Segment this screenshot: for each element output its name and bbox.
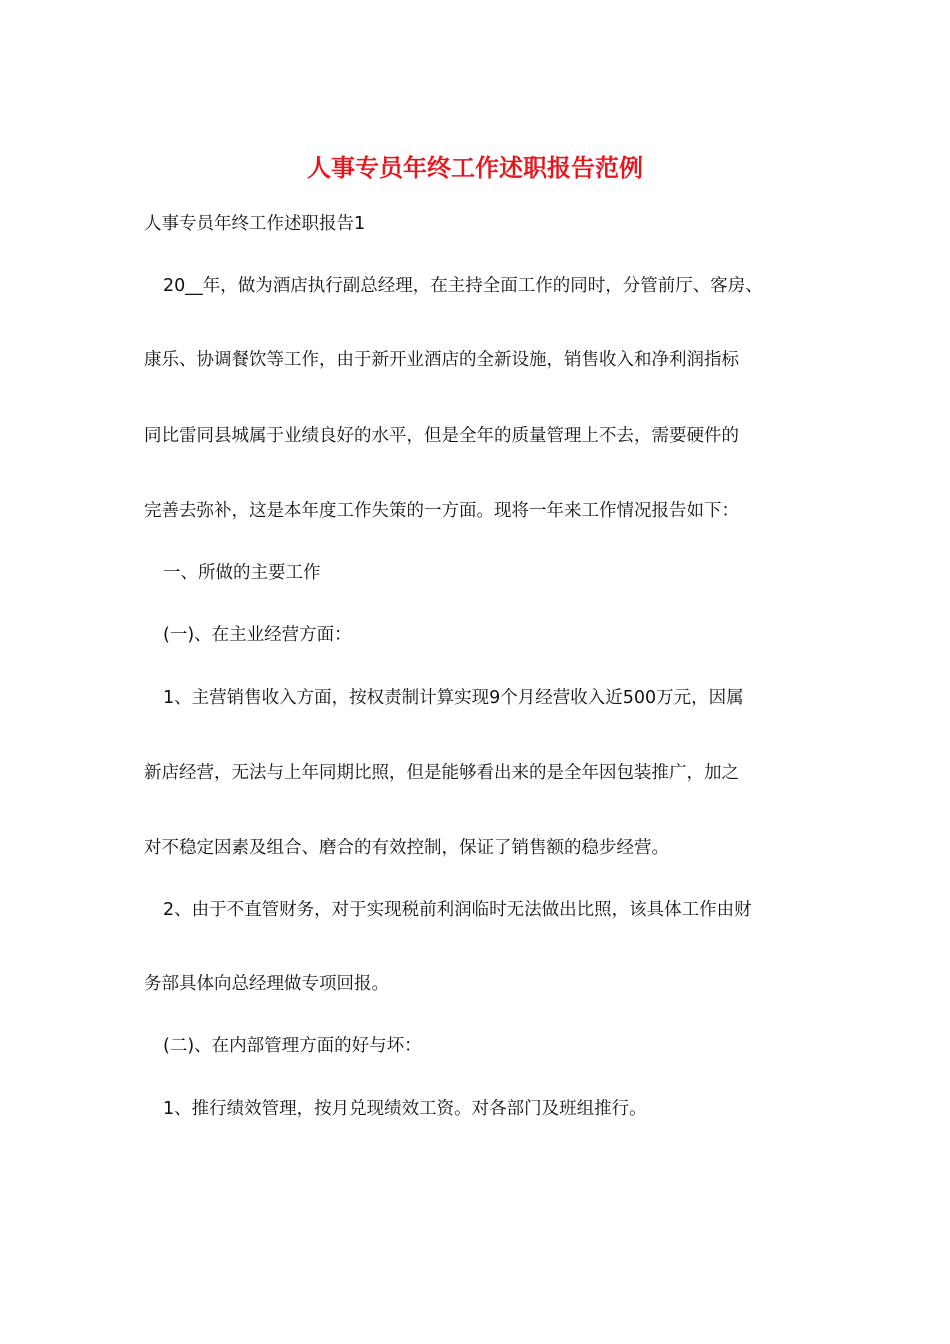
paragraph-line: 1、主营销售收入方面，按权责制计算实现9个月经营收入近500万元，因属 — [163, 688, 744, 708]
paragraph-line: 20__年，做为酒店执行副总经理，在主持全面工作的同时，分管前厅、客房、 — [163, 276, 763, 296]
subsection-heading: (二)、在内部管理方面的好与坏： — [163, 1036, 422, 1056]
paragraph-line: 2、由于不直管财务，对于实现税前利润临时无法做出比照，该具体工作由财 — [163, 900, 752, 920]
section-heading: 一、所做的主要工作 — [163, 563, 321, 583]
paragraph-line: 同比雷同县城属于业绩良好的水平，但是全年的质量管理上不去，需要硬件的 — [144, 426, 739, 446]
subsection-heading: (一)、在主业经营方面： — [163, 625, 352, 645]
paragraph-line: 1、推行绩效管理，按月兑现绩效工资。对各部门及班组推行。 — [163, 1099, 647, 1119]
paragraph-line: 新店经营，无法与上年同期比照，但是能够看出来的是全年因包装推广，加之 — [144, 763, 739, 783]
paragraph-line: 对不稳定因素及组合、磨合的有效控制，保证了销售额的稳步经营。 — [144, 838, 669, 858]
document-title: 人事专员年终工作述职报告范例 — [307, 153, 643, 182]
paragraph-line: 完善去弥补，这是本年度工作失策的一方面。现将一年来工作情况报告如下： — [144, 501, 739, 521]
paragraph-line: 务部具体向总经理做专项回报。 — [144, 974, 389, 994]
paragraph-line: 康乐、协调餐饮等工作，由于新开业酒店的全新设施，销售收入和净利润指标 — [144, 350, 739, 370]
report-subtitle: 人事专员年终工作述职报告1 — [144, 214, 366, 234]
